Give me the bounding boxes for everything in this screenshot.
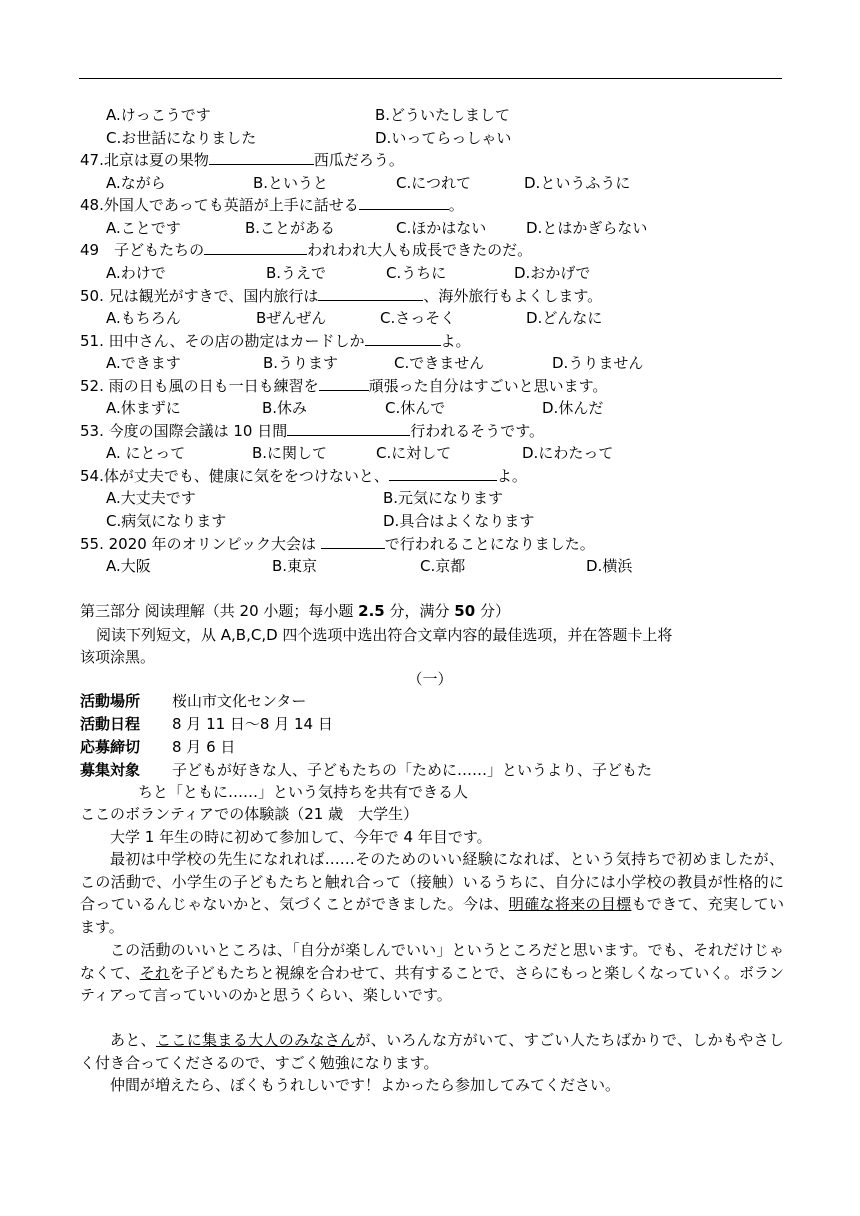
- q49-option-c: C.うちに: [386, 264, 447, 282]
- q47-option-a: A.ながら: [106, 174, 166, 192]
- story-p4-text-end: が、いろんな方がいて、すごい人たちばかりで、しかもやさしく付き合ってくださるので、すごく勉強になります。: [80, 1031, 784, 1072]
- q50-stem-pre: 50. 兄は観光がすきで、国内旅行は: [80, 287, 319, 305]
- q48-option-d: D.とはかぎらない: [526, 219, 648, 237]
- q55-option-a: A.大阪: [106, 557, 151, 575]
- q48-option-a: A.ことです: [106, 219, 181, 237]
- q49-stem-post: われわれ大人も成長できたのだ。: [307, 241, 533, 259]
- q46-option-b: B.どういたしまして: [375, 106, 511, 124]
- q51-option-d: D.うりません: [552, 354, 644, 372]
- q53-stem-pre: 53. 今度の国際会議は 10 日間: [80, 422, 288, 440]
- part3-instruction-line2: 该项涂黑。: [80, 648, 156, 666]
- q54-option-d: D.具合はよくなります: [383, 512, 535, 530]
- q50-option-c: C.さっそく: [380, 309, 456, 327]
- notice-date-value: 8 月 11 日～8 月 14 日: [172, 715, 333, 733]
- q52-stem-post: 頑張った自分はすごいと思います。: [368, 377, 608, 395]
- q47-blank: [209, 149, 314, 165]
- part3-heading: [80, 600, 510, 622]
- q47-option-b: B.というと: [253, 174, 329, 192]
- story-paragraph-4: [80, 1029, 784, 1074]
- part3-heading-end: 分）: [475, 602, 510, 620]
- q47-stem-pre: 47.北京は夏の果物: [80, 151, 209, 169]
- q47-stem: [80, 149, 404, 171]
- q51-option-c: C.できません: [394, 354, 485, 372]
- q51-stem-post: よ。: [440, 332, 471, 350]
- q51-blank: [365, 330, 441, 346]
- story-p4-text: あと、: [110, 1031, 157, 1049]
- q54-option-c: C.病気になります: [106, 512, 227, 530]
- q54-stem-post: よ。: [496, 467, 527, 485]
- notice-date-label: 活動日程: [80, 715, 141, 733]
- q50-blank: [318, 285, 423, 301]
- q50-option-d: D.どんなに: [526, 309, 603, 327]
- q55-stem: [80, 533, 595, 555]
- q51-stem: [80, 330, 471, 352]
- notice-target-label: 募集対象: [80, 761, 141, 779]
- q48-option-c: C.ほかはない: [396, 219, 487, 237]
- q53-stem-post: 行われるそうです。: [410, 422, 545, 440]
- q47-stem-post: 西瓜だろう。: [313, 151, 404, 169]
- story-p3-text-end: を子どもたちと視線を合わせて、共有することで、さらにもっと楽しくなっていく。ボランティアって言っていいのかと思うくらい、楽しいです。: [80, 963, 784, 1005]
- q54-stem-pre: 54.体が丈夫でも、健康に気ををつけないと、: [80, 467, 389, 485]
- notice-place-label: 活動場所: [80, 692, 141, 710]
- q50-stem-post: 、海外旅行もよくします。: [423, 287, 603, 305]
- q52-blank: [319, 375, 369, 391]
- q53-option-d: D.にわたって: [522, 444, 614, 462]
- section-number: （一）: [407, 670, 453, 688]
- header-rule: [79, 78, 782, 79]
- story-p3-text: この活動のいいところは、「自分が楽しんでいい」というところだと思います。でも、それだけじゃなくて、: [80, 941, 784, 982]
- q51-option-b: B.うります: [263, 354, 339, 372]
- q51-option-a: A.できます: [106, 354, 181, 372]
- story-paragraph-1: 大学 1 年生の時に初めて参加して、今年で 4 年目です。: [110, 828, 492, 846]
- q48-stem: [80, 194, 464, 216]
- notice-place-value: 桜山市文化センター: [172, 692, 307, 710]
- q52-option-c: C.休んで: [385, 399, 446, 417]
- story-p3-underlined: それ: [139, 963, 170, 982]
- q53-option-c: C.に対して: [376, 444, 452, 462]
- story-p2-text-end: もできて、充実しています。: [80, 895, 784, 936]
- q51-stem-pre: 51. 田中さん、その店の勘定はカードしか: [80, 332, 365, 350]
- q48-stem-post: 。: [448, 196, 464, 214]
- q54-blank: [389, 465, 497, 481]
- q53-stem: [80, 420, 544, 442]
- q55-option-b: B.東京: [272, 557, 318, 575]
- part3-points-total: 50: [454, 602, 476, 620]
- q46-option-c: C.お世話になりました: [106, 129, 257, 147]
- q52-option-a: A.休まずに: [106, 399, 181, 417]
- q46-option-d: D.いってらっしゃい: [375, 129, 512, 147]
- q53-option-a: A. にとって: [106, 444, 186, 462]
- q52-option-d: D.休んだ: [542, 399, 604, 417]
- story-paragraph-5: 仲間が増えたら、ぼくもうれしいです！よかったら参加してみてください。: [110, 1076, 621, 1094]
- q55-option-c: C.京都: [420, 557, 466, 575]
- q48-blank: [359, 194, 449, 210]
- q50-option-a: A.もちろん: [106, 309, 181, 327]
- q49-stem: [80, 239, 532, 261]
- q48-stem-pre: 48.外国人であっても英語が上手に話せる: [80, 196, 359, 214]
- story-title: ここのボランティアでの体験談（21 歳 大学生）: [80, 805, 419, 823]
- q53-option-b: B.に関して: [252, 444, 328, 462]
- notice-deadline-value: 8 月 6 日: [172, 738, 236, 756]
- q46-option-a: A.けっこうです: [106, 106, 211, 124]
- q55-stem-post: で行われることになりました。: [384, 535, 595, 553]
- story-paragraph-2: [80, 848, 784, 938]
- notice-deadline-label: 応募締切: [80, 738, 141, 756]
- notice-deadline: [80, 736, 235, 758]
- q54-option-b: B.元気になります: [383, 489, 504, 507]
- q52-option-b: B.休み: [262, 399, 308, 417]
- notice-target-value: 子どもが好きな人、子どもたちの「ために‥‥‥」というより、子どもた: [172, 761, 653, 779]
- q49-option-b: B.うえで: [266, 264, 327, 282]
- q50-stem: [80, 285, 602, 307]
- story-p2-text: 最初は中学校の先生になれれば‥‥‥そのためのいい経験になれば、という気持ちで初めましたが、この活動で、小学生の子どもたちと触れ合って（接触）いるうちに、自分には小学校の教員が性格的に合っているんじゃないかと、気づくことができました。今は、: [80, 850, 784, 914]
- q55-stem-pre: 55. 2020 年のオリンピック大会は: [80, 535, 321, 553]
- q54-option-a: A.大丈夫です: [106, 489, 196, 507]
- notice-place: [80, 690, 306, 712]
- story-paragraph-3: [80, 939, 784, 1007]
- q48-option-b: B.ことがある: [245, 219, 336, 237]
- q49-option-d: D.おかげで: [514, 264, 591, 282]
- part3-heading-text: 第三部分 阅读理解（共 20 小题；每小题: [80, 602, 359, 620]
- part3-points-each: 2.5: [358, 602, 385, 620]
- q52-stem: [80, 375, 607, 397]
- q49-stem-pre: 49 子どもたちの: [80, 241, 205, 259]
- q55-option-d: D.横浜: [586, 557, 633, 575]
- q53-blank: [287, 420, 410, 436]
- q47-option-c: C.につれて: [396, 174, 471, 192]
- q49-option-a: A.わけで: [106, 264, 166, 282]
- q55-blank: [321, 533, 385, 549]
- q49-blank: [204, 239, 307, 255]
- story-p4-underlined: ここに集まる大人のみなさん: [156, 1031, 356, 1049]
- q47-option-d: D.というふうに: [524, 174, 631, 192]
- q50-option-b: Bぜんぜん: [256, 309, 327, 327]
- part3-heading-mid: 分，满分: [384, 602, 455, 620]
- q54-stem: [80, 465, 527, 487]
- part3-instruction-line1: 阅读下列短文，从 A,B,C,D 四个选项中选出符合文章内容的最佳选项，并在答题卡上将: [96, 626, 673, 644]
- notice-date: [80, 713, 333, 735]
- story-p2-underlined: 明確な将来の目標: [508, 895, 632, 914]
- notice-target-continued: ちと「ともに‥‥‥」という気持ちを共有できる人: [138, 783, 469, 801]
- q52-stem-pre: 52. 雨の日も風の日も一日も練習を: [80, 377, 319, 395]
- notice-target: [80, 759, 652, 781]
